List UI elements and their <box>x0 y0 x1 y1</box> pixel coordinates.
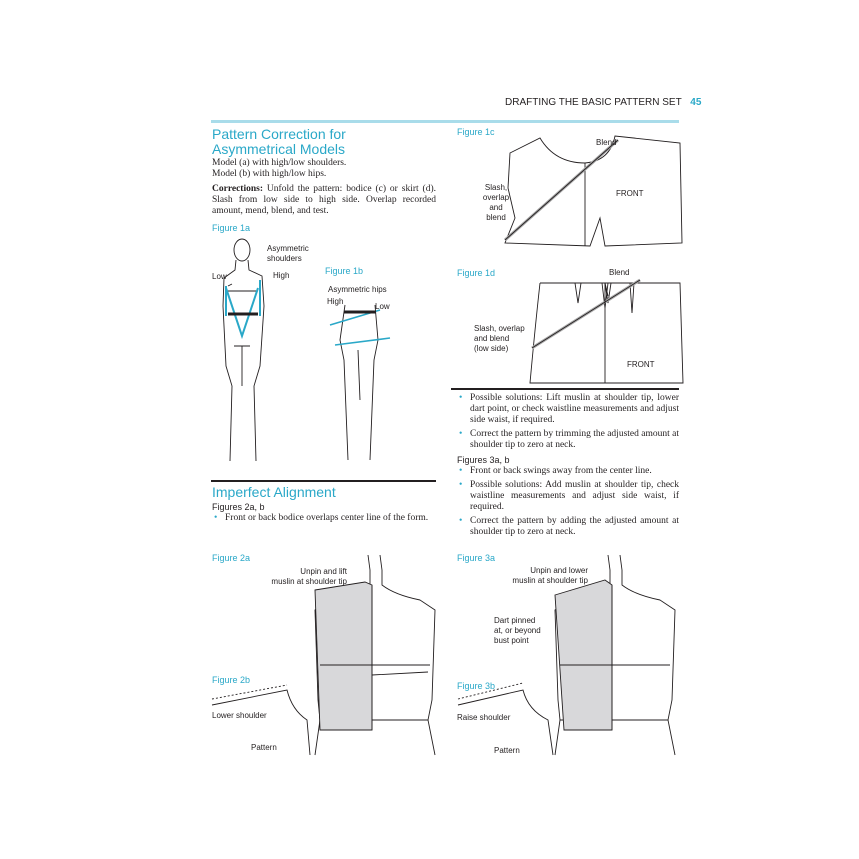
label-line: muslin at shoulder tip <box>271 577 347 586</box>
title-line-2: Asymmetrical Models <box>212 141 346 157</box>
bullet: • Possible solutions: Add muslin at shoulder tip, check waistline measurements and adjust side waist, if required. <box>457 480 679 513</box>
slash-label-1c <box>476 183 516 223</box>
low-label: Low <box>212 272 227 281</box>
label-line: blend <box>486 213 506 222</box>
label-line: (low side) <box>474 344 509 353</box>
bullet: • Possible solutions: Lift muslin at shoulder tip, lower dart point, or check waistline measurements and adjust side waist, if required. <box>457 393 679 426</box>
figure-2a-dress-form <box>310 550 440 760</box>
label-line: and blend <box>474 334 510 343</box>
lower-shoulder-label: Lower shoulder <box>212 711 267 720</box>
blend-label-1d: Blend <box>609 268 630 277</box>
bullet: • Front or back swings away from the center line. <box>457 466 679 477</box>
bullet: • Front or back bodice overlaps center line of the form. <box>212 513 436 524</box>
left-column-rule <box>211 480 436 482</box>
figure-1c-caption: Figure 1c <box>457 127 495 137</box>
corrections-text: Unfold the pattern: bodice (c) or skirt (d). Slash from low side to high side. Overlap recorded amount, mend, blend, and test. <box>212 184 436 216</box>
label-line: bust point <box>494 636 529 645</box>
figure-3b-caption: Figure 3b <box>457 681 496 691</box>
corrections-paragraph <box>212 184 436 217</box>
figure-3a-caption: Figure 3a <box>457 553 496 563</box>
running-title <box>505 97 701 108</box>
figure-2a-caption: Figure 2a <box>212 553 251 563</box>
page-number: 45 <box>690 97 702 108</box>
front-label-1c: FRONT <box>616 189 644 198</box>
label-line: shoulders <box>267 254 302 263</box>
header-rule <box>211 120 679 123</box>
title-line-1: Pattern Correction for <box>212 126 346 142</box>
asym-hips-label: Asymmetric hips <box>328 285 387 294</box>
model-a-line: Model (a) with high/low shoulders. <box>212 158 347 168</box>
slash-label-1d <box>474 324 525 354</box>
hips-high-label: High <box>327 297 344 306</box>
right-column-text <box>457 393 679 541</box>
label-line: Dart pinned <box>494 616 536 625</box>
label-line: Unpin and lift <box>300 567 347 576</box>
section2-body <box>212 502 436 527</box>
figure-1d-skirt-pattern <box>530 278 685 388</box>
running-title-text: DRAFTING THE BASIC PATTERN SET <box>505 97 682 108</box>
figures-2-ref: Figures 2a, b <box>212 502 265 512</box>
bullet: • Correct the pattern by trimming the adjusted amount at shoulder tip to zero at neck. <box>457 429 679 451</box>
pattern-label-2b: Pattern <box>251 743 277 752</box>
bullet: • Correct the pattern by adding the adjusted amount at shoulder tip to zero at neck. <box>457 516 679 538</box>
section1-body <box>212 158 436 217</box>
figure-1b-caption: Figure 1b <box>325 266 364 276</box>
pattern-label-3b: Pattern <box>494 746 520 755</box>
label-line: overlap <box>482 193 510 202</box>
raise-shoulder-label: Raise shoulder <box>457 713 511 722</box>
label-line: Slash, <box>484 183 508 192</box>
hips-low-label: Low <box>375 302 390 311</box>
figure-3a-dress-form <box>550 550 685 760</box>
dart-pinned-note <box>494 616 541 646</box>
figures-3-ref: Figures 3a, b <box>457 455 510 465</box>
blend-label-1c: Blend <box>596 138 617 147</box>
label-line: Asymmetric <box>267 244 309 253</box>
section-title-imperfect-alignment: Imperfect Alignment <box>212 484 336 500</box>
label-line: at, or beyond <box>494 626 541 635</box>
figure-1b-hips-illustration <box>330 300 390 470</box>
high-label: High <box>273 271 290 280</box>
figure-1a-caption: Figure 1a <box>212 223 251 233</box>
label-line: muslin at shoulder tip <box>512 576 588 585</box>
figure-1a-body-illustration <box>220 236 280 466</box>
right-column-rule <box>451 388 679 390</box>
label-line: and <box>489 203 503 212</box>
model-b-line: Model (b) with high/low hips. <box>212 169 327 179</box>
figure-1d-caption: Figure 1d <box>457 268 496 278</box>
section-title-asymmetrical <box>212 127 346 157</box>
front-label-1d: FRONT <box>627 360 655 369</box>
figure-1c-bodice-pattern <box>500 128 685 258</box>
label-line: Slash, overlap <box>474 324 525 333</box>
corrections-label: Corrections: <box>212 184 264 194</box>
figure-2b-caption: Figure 2b <box>212 675 251 685</box>
label-line: Unpin and lower <box>530 566 588 575</box>
